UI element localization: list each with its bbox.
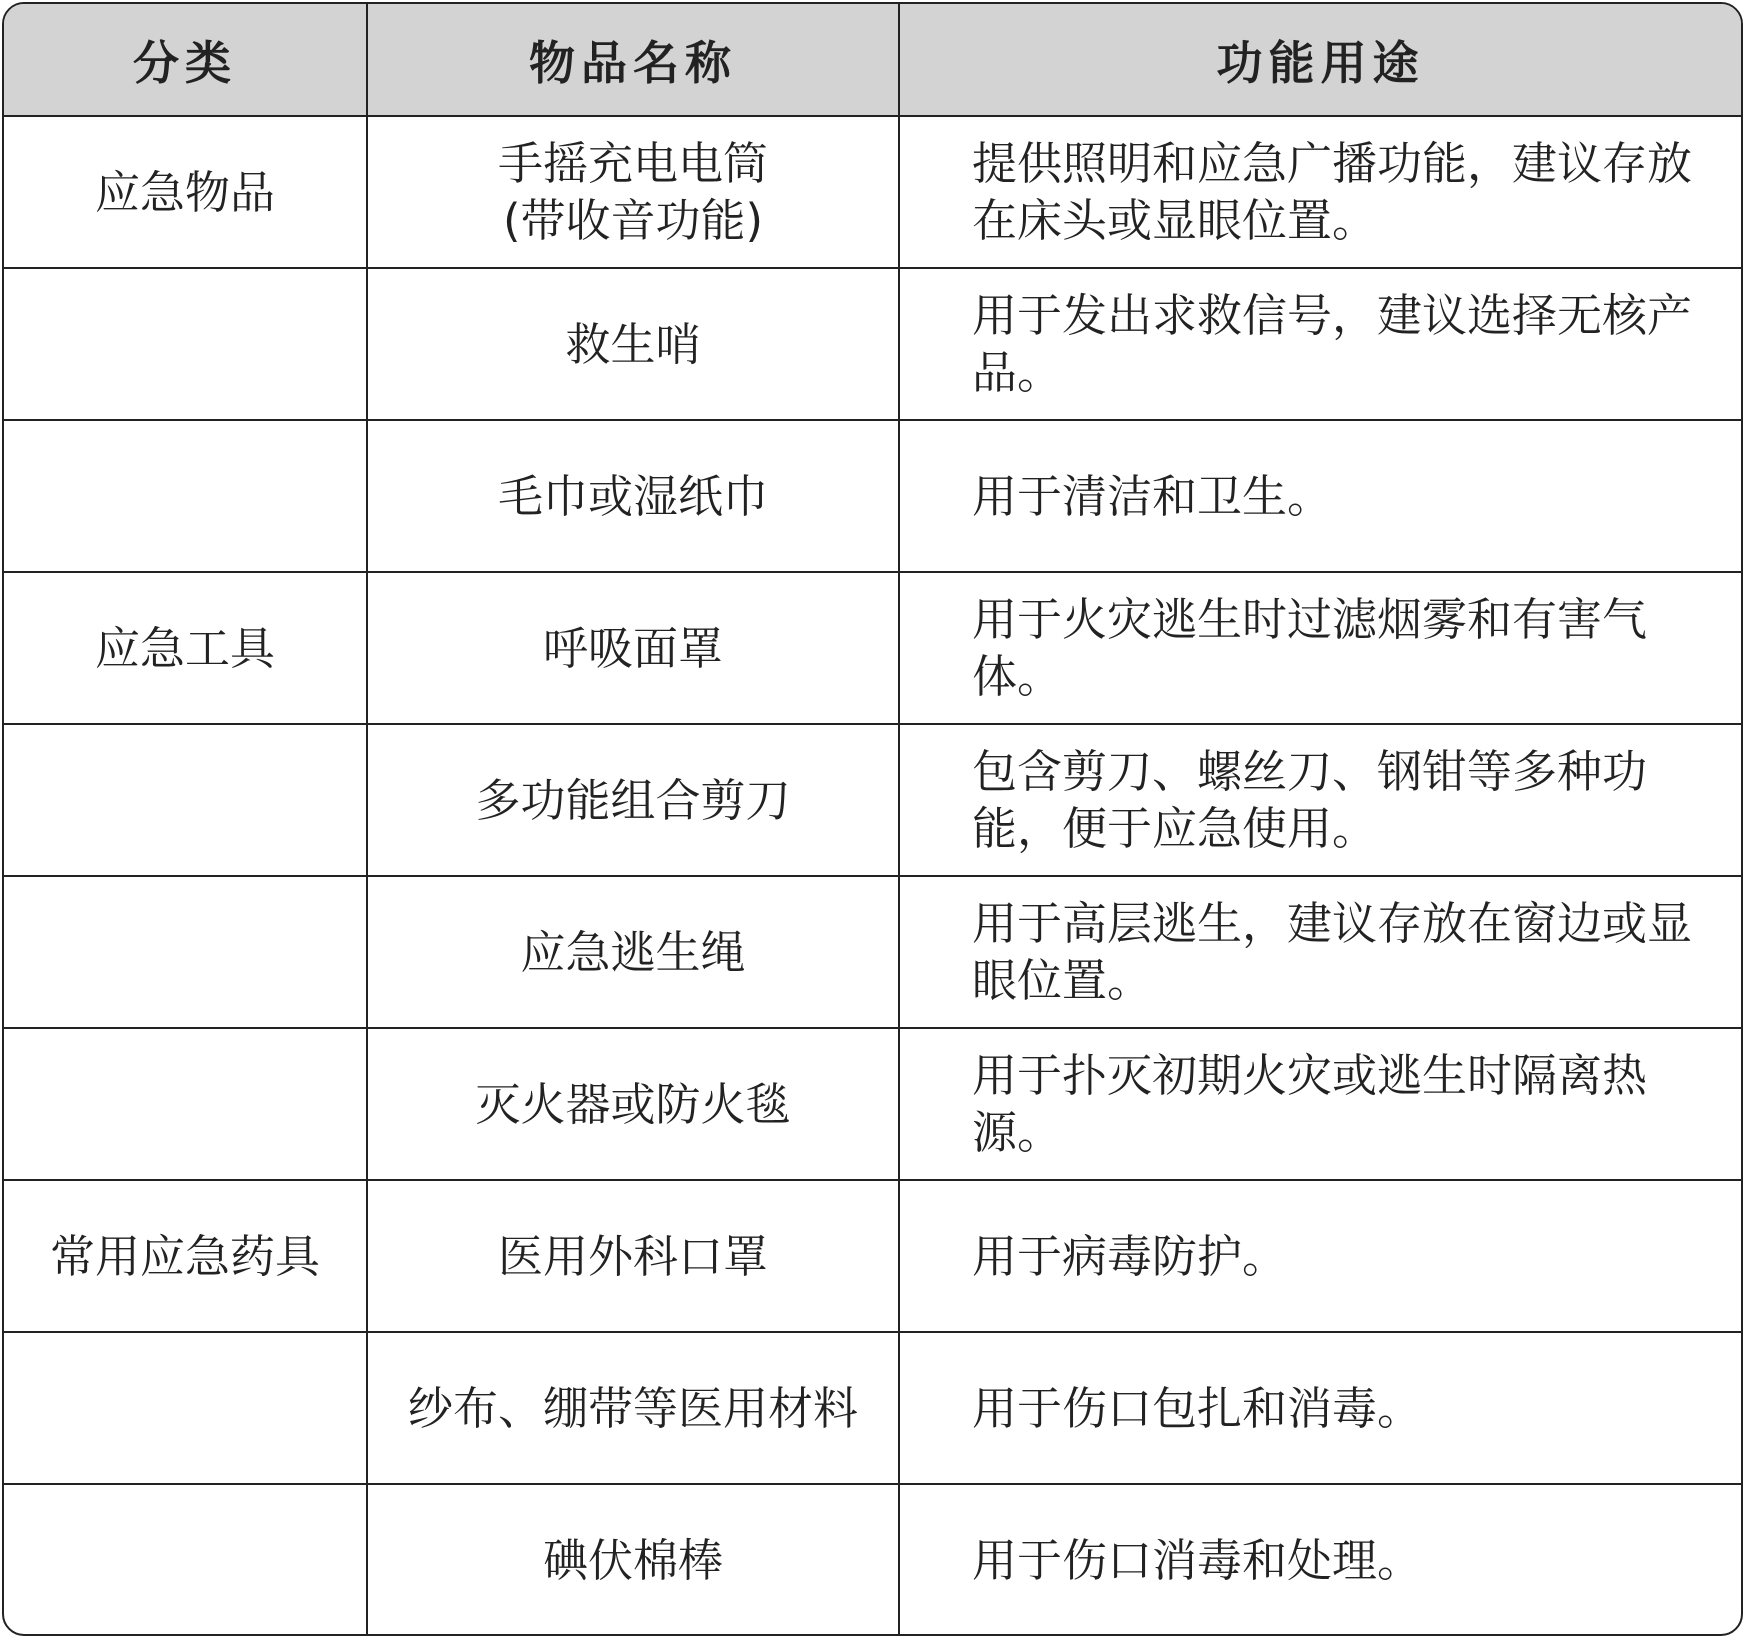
function-cell: 用于发出求救信号，建议选择无核产品。 — [899, 268, 1741, 420]
item-name-cell: 呼吸面罩 — [367, 572, 899, 724]
function-cell: 用于高层逃生，建议存放在窗边或显眼位置。 — [899, 876, 1741, 1028]
function-cell: 提供照明和应急广播功能，建议存放在床头或显眼位置。 — [899, 116, 1741, 268]
category-cell: 应急工具 — [4, 572, 367, 724]
table-row — [4, 420, 1741, 572]
function-cell: 用于扑灭初期火灾或逃生时隔离热源。 — [899, 1028, 1741, 1180]
table-row — [4, 116, 1741, 268]
table-body — [4, 116, 1741, 1636]
item-name-cell: 手摇充电电筒 (带收音功能) — [367, 116, 899, 268]
category-cell — [4, 724, 367, 876]
supplies-table — [4, 4, 1741, 1636]
function-cell: 用于伤口包扎和消毒。 — [899, 1332, 1741, 1484]
function-cell: 用于火灾逃生时过滤烟雾和有害气体。 — [899, 572, 1741, 724]
table-header — [4, 4, 1741, 116]
emergency-supplies-table — [2, 2, 1743, 1636]
function-cell: 用于清洁和卫生。 — [899, 420, 1741, 572]
category-cell: 应急物品 — [4, 116, 367, 268]
item-name-cell: 医用外科口罩 — [367, 1180, 899, 1332]
category-cell — [4, 268, 367, 420]
header-function: 功能用途 — [899, 4, 1741, 116]
table-row — [4, 876, 1741, 1028]
item-name-cell: 纱布、绷带等医用材料 — [367, 1332, 899, 1484]
function-cell: 用于伤口消毒和处理。 — [899, 1484, 1741, 1636]
item-name-cell: 毛巾或湿纸巾 — [367, 420, 899, 572]
table-row — [4, 1028, 1741, 1180]
category-cell — [4, 1484, 367, 1636]
item-name-cell: 灭火器或防火毯 — [367, 1028, 899, 1180]
table-row — [4, 1484, 1741, 1636]
header-row — [4, 4, 1741, 116]
item-name-cell: 碘伏棉棒 — [367, 1484, 899, 1636]
header-item-name: 物品名称 — [367, 4, 899, 116]
header-category: 分类 — [4, 4, 367, 116]
table-row — [4, 1332, 1741, 1484]
category-cell — [4, 1332, 367, 1484]
category-cell — [4, 1028, 367, 1180]
category-cell — [4, 876, 367, 1028]
category-cell: 常用应急药具 — [4, 1180, 367, 1332]
category-cell — [4, 420, 367, 572]
table-row — [4, 724, 1741, 876]
table-row — [4, 268, 1741, 420]
item-name-cell: 救生哨 — [367, 268, 899, 420]
item-name-cell: 多功能组合剪刀 — [367, 724, 899, 876]
item-name-cell: 应急逃生绳 — [367, 876, 899, 1028]
function-cell: 用于病毒防护。 — [899, 1180, 1741, 1332]
function-cell: 包含剪刀、螺丝刀、钢钳等多种功能，便于应急使用。 — [899, 724, 1741, 876]
table-row — [4, 572, 1741, 724]
table-row — [4, 1180, 1741, 1332]
